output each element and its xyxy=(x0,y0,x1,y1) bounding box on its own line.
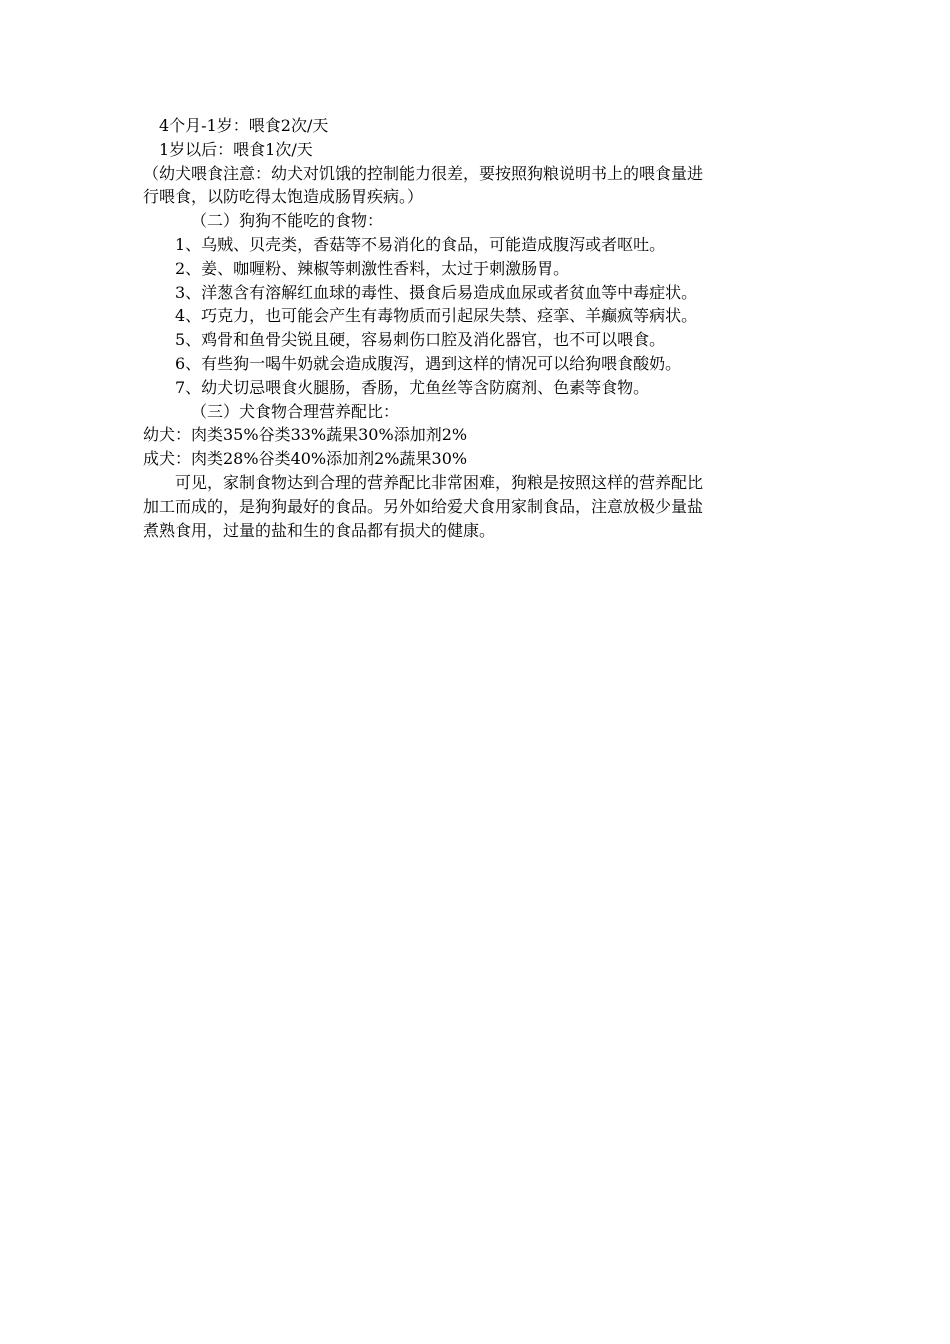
feeding-schedule-4m-1y: 4个月-1岁：喂食2次/天 xyxy=(159,116,329,135)
section-three-heading: （三）犬食物合理营养配比： xyxy=(191,401,400,421)
puppy-note-line-2: 行喂食，以防吃得太饱造成肠胃疾病。） xyxy=(143,187,424,207)
conclusion-line-2: 加工而成的，是狗狗最好的食品。另外如给爱犬食用家制食品，注意放极少量盐 xyxy=(143,496,704,516)
forbidden-food-item: 6、有些狗一喝牛奶就会造成腹泻，遇到这样的情况可以给狗喂食酸奶。 xyxy=(175,353,682,373)
document-body xyxy=(143,114,813,542)
forbidden-food-item: 1、乌贼、贝壳类，香菇等不易消化的食品，可能造成腹泻或者呕吐。 xyxy=(175,234,666,254)
forbidden-food-item: 2、姜、咖喱粉、辣椒等刺激性香料，太过于刺激肠胃。 xyxy=(175,258,570,278)
section-two-heading: （二）狗狗不能吃的食物： xyxy=(191,211,384,231)
puppy-note-line-1: （幼犬喂食注意：幼犬对饥饿的控制能力很差，要按照狗粮说明书上的喂食量进 xyxy=(143,163,704,183)
adult-nutrition-ratio: 成犬：肉类28%谷类40%添加剂2%蔬果30% xyxy=(143,449,468,469)
puppy-nutrition-ratio: 幼犬：肉类35%谷类33%蔬果30%添加剂2% xyxy=(143,425,468,445)
conclusion-line-3: 煮熟食用，过量的盐和生的食品都有损犬的健康。 xyxy=(143,520,496,540)
forbidden-food-item: 4、巧克力，也可能会产生有毒物质而引起尿失禁、痉挛、羊癫疯等病状。 xyxy=(175,306,698,326)
feeding-schedule-1y-plus: 1岁以后：喂食1次/天 xyxy=(159,139,313,159)
forbidden-food-item: 3、洋葱含有溶解红血球的毒性、摄食后易造成血尿或者贫血等中毒症状。 xyxy=(175,282,698,302)
forbidden-food-item: 7、幼犬切忌喂食火腿肠，香肠，尤鱼丝等含防腐剂、色素等食物。 xyxy=(175,377,650,397)
conclusion-line-1: 可见，家制食物达到合理的营养配比非常困难，狗粮是按照这样的营养配比 xyxy=(175,472,704,492)
forbidden-food-item: 5、鸡骨和鱼骨尖锐且硬，容易刺伤口腔及消化器官，也不可以喂食。 xyxy=(175,330,666,350)
